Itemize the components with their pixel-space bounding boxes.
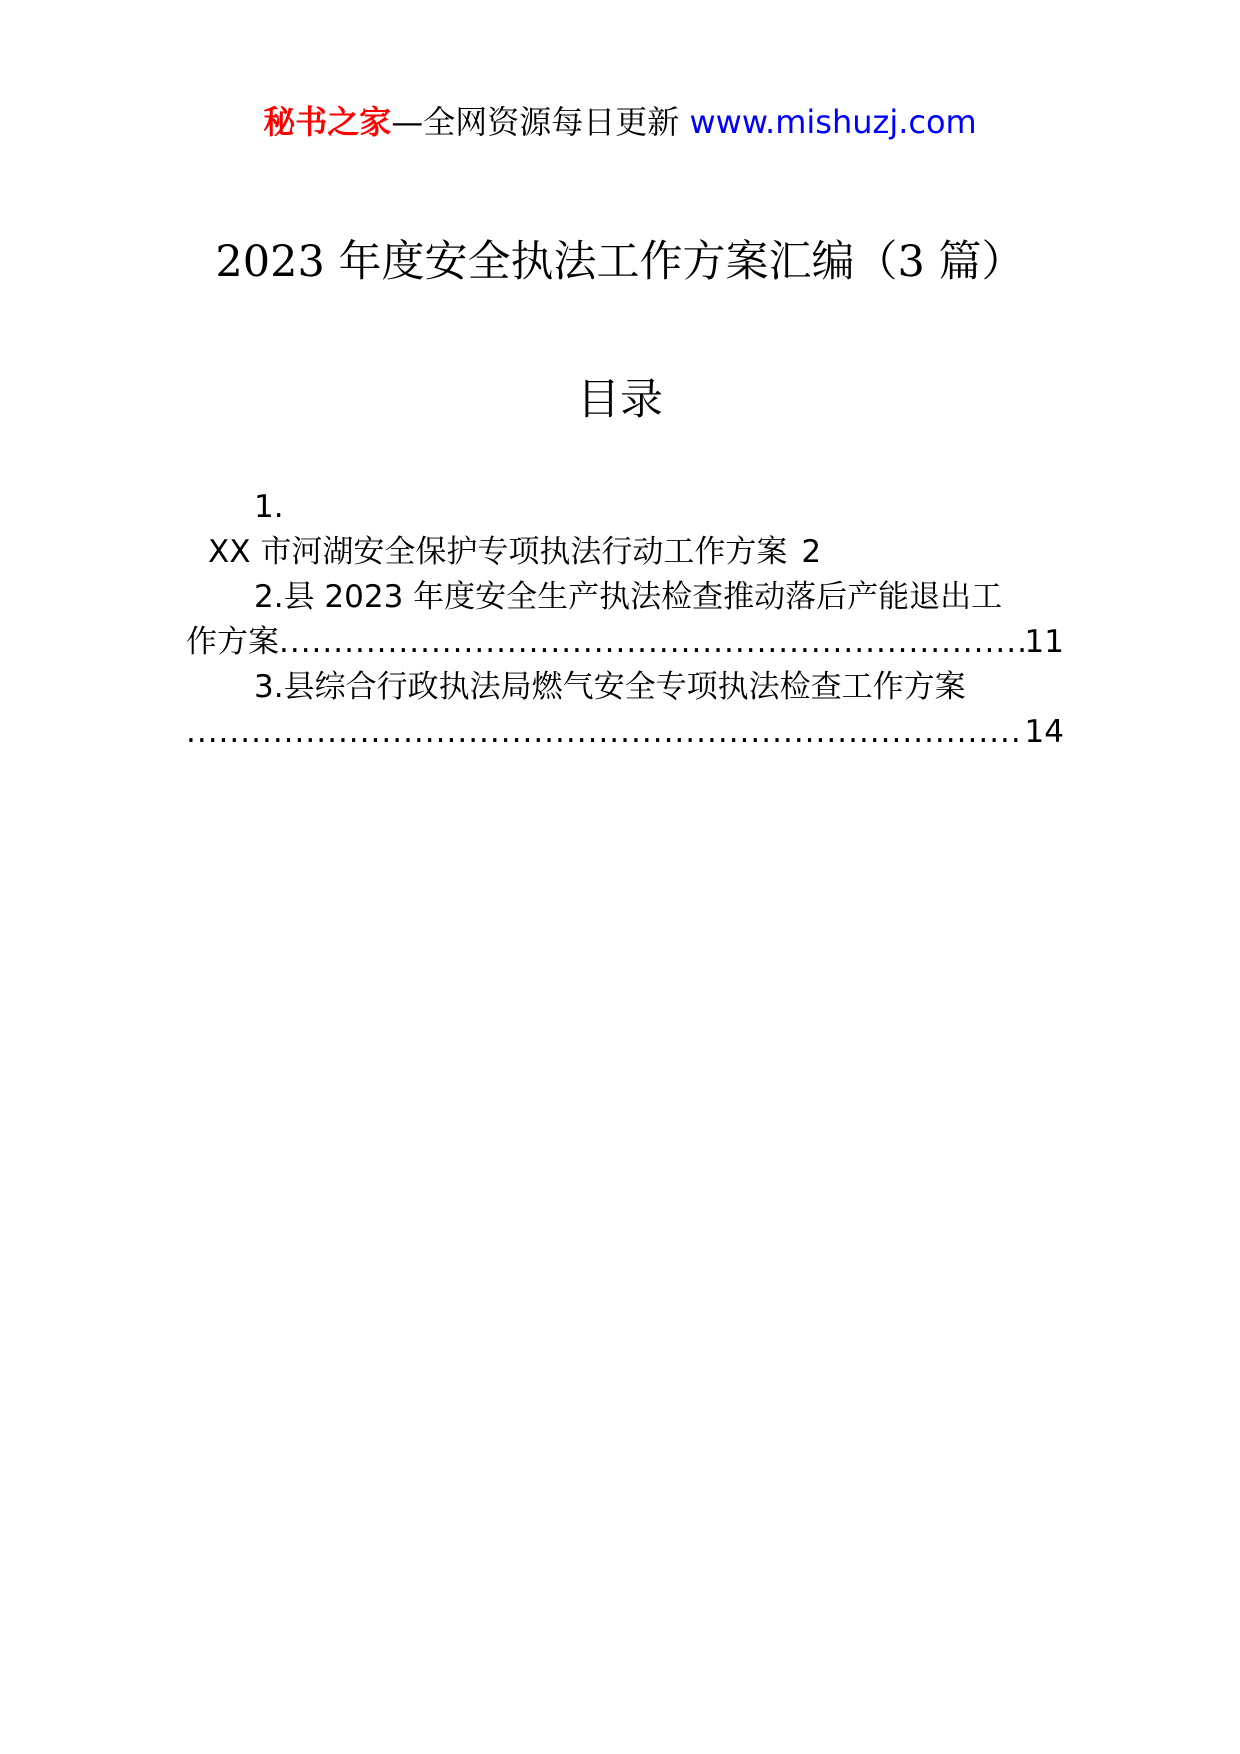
table-of-contents (186, 485, 1064, 755)
toc-entry-2[interactable] (186, 575, 1064, 665)
toc-entry-1[interactable] (190, 485, 1052, 575)
toc-entry-title: XX 市河湖安全保护专项执法行动工作方案 (208, 534, 788, 570)
toc-entry-3[interactable] (190, 665, 1064, 755)
document-title: 2023 年度安全执法工作方案汇编（3 篇） (215, 237, 1025, 287)
brand-name: 秘书之家 (263, 103, 392, 141)
toc-entry-title: 县 2023 年度安全生产执法检查推动落后产能退出工 (283, 579, 1003, 615)
toc-entry-number: 2. (254, 579, 284, 615)
toc-entry-title: 县综合行政执法局燃气安全专项执法检查工作方案 (283, 669, 966, 705)
toc-entry-title-continued: 作方案 (186, 624, 279, 660)
toc-entry-page: 14 (1024, 714, 1064, 750)
toc-leader-dots (279, 620, 1025, 665)
toc-entry-number: 1. (254, 489, 284, 525)
header-slogan: —全网资源每日更新 (391, 103, 690, 141)
toc-entry-page: 11 (1024, 624, 1064, 660)
site-url-link[interactable]: www.mishuzj.com (689, 103, 977, 141)
toc-entry-number: 3. (254, 669, 284, 705)
toc-heading: 目录 (577, 375, 663, 425)
toc-entry-page: 2 (801, 534, 822, 570)
site-header (0, 100, 1240, 144)
toc-leader-dots (186, 710, 1025, 755)
